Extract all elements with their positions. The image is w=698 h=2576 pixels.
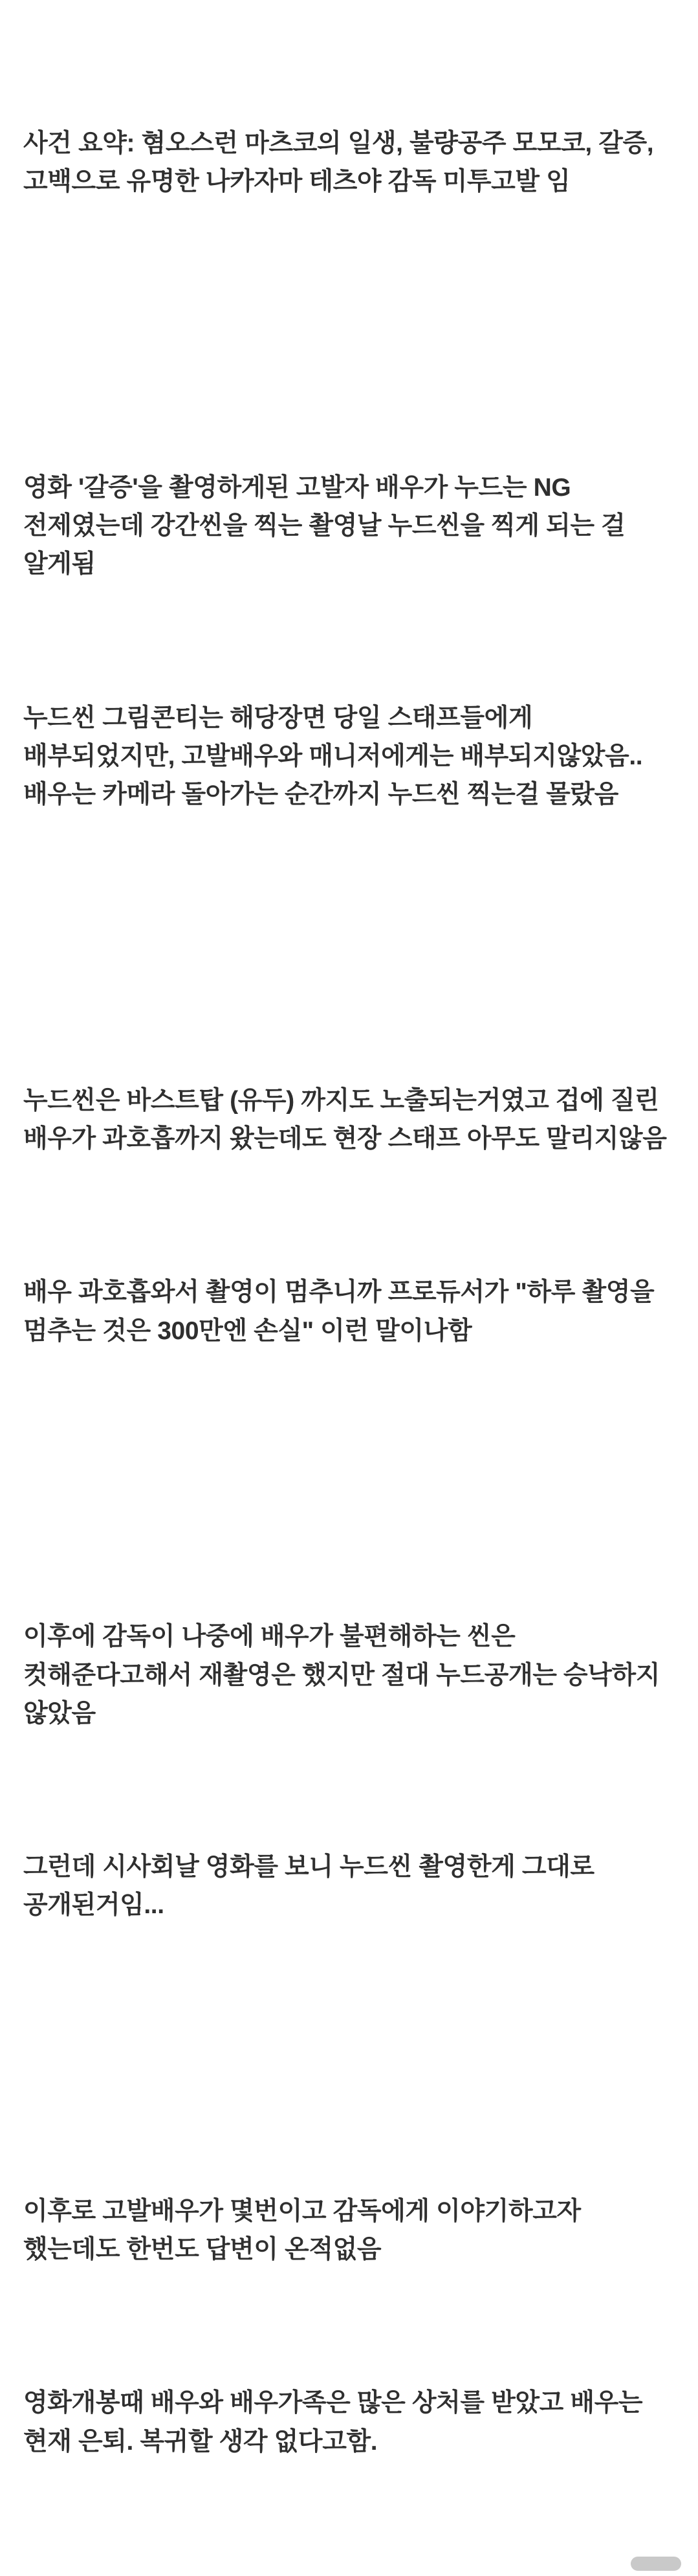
paragraph-spacer (23, 316, 675, 353)
paragraph-6: 그런데 시사회날 영화를 보니 누드씬 촬영한게 그대로 공개된거임... (23, 1852, 602, 1920)
paragraph-2: 누드씬 그림콘티는 해당장면 당일 스태프들에게 배부되었지만, 고발배우와 매니저에게는 배부되지않았음.. 배우는 카메라 돌아가는 순간까지 누드씬 찍는걸 몰랐음 (23, 704, 649, 809)
paragraph-4: 배우 과호흡와서 촬영이 멈추니까 프로듀서가 "하루 촬영을 멈추는 것은 300만엔 손실" 이런 말이나함 (23, 1278, 661, 1345)
paragraph-spacer (23, 1465, 675, 1503)
paragraph-spacer (23, 929, 675, 966)
paragraph-8: 영화개봉때 배우와 배우가족은 많은 상처를 받았고 배우는 현재 은퇴. 복귀할 생각 없다고함. (23, 2389, 649, 2456)
paragraph-5: 이후에 감독이 나중에 배우가 불편해하는 씬은 컷해준다고해서 재촬영은 했지만 절대 누드공개는 승낙하지 않았음 (23, 1623, 667, 1727)
paragraph-1: 영화 '갈증'을 촬영하게된 고발자 배우가 누드는 NG 전제였는데 강간씬을 찍는 촬영날 누드씬을 찍게 되는 걸 알게됨 (23, 473, 632, 579)
article-body (23, 9, 675, 2576)
scrollbar-thumb[interactable] (631, 2557, 681, 2571)
paragraph-summary: 사건 요약: 혐오스런 마츠코의 일생, 불량공주 모모코, 갈증, 고백으로 유명한 나카자마 테츠야 감독 미투고발 임 (23, 129, 660, 196)
paragraph-spacer (23, 2039, 675, 2077)
paragraph-7: 이후로 고발배우가 몇번이고 감독에게 이야기하고자 했는데도 한번도 답변이 온적없음 (23, 2197, 588, 2264)
paragraph-3: 누드씬은 바스트탑 (유두) 까지도 노출되는거였고 겁에 질린 배우가 과호흡까지 왔는데도 현장 스태프 아무도 말리지않음 (23, 1086, 667, 1153)
